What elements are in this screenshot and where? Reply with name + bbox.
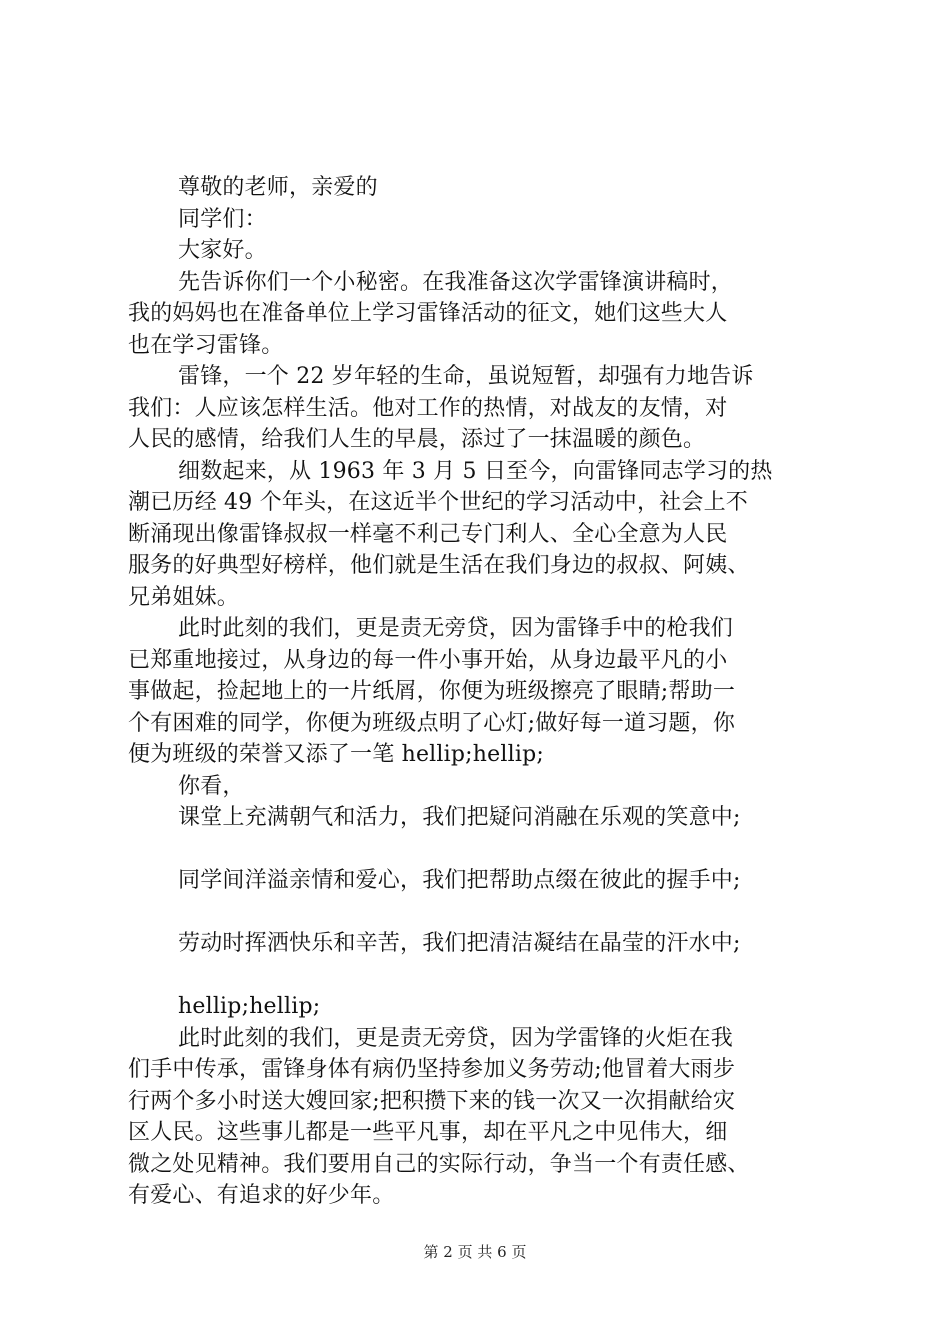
text-line: 已郑重地接过，从身边的每一件小事开始，从身边最平凡的小 [128, 647, 728, 673]
text-line: 便为班级的荣誉又添了一笔 hellip;hellip; [128, 742, 544, 767]
text-line: 个有困难的同学，你便为班级点明了心灯;做好每一道习题，你 [128, 710, 736, 736]
text-line: 服务的好典型好榜样，他们就是生活在我们身边的叔叔、阿姨、 [128, 553, 750, 578]
text-line: 我们：人应该怎样生活。他对工作的热情，对战友的友情，对 [128, 395, 728, 421]
text-line: 区人民。这些事儿都是一些平凡事，却在平凡之中见伟大，细 [128, 1120, 728, 1145]
text-line: 微之处见精神。我们要用自己的实际行动，争当一个有责任感、 [128, 1151, 750, 1177]
text-line: 行两个多小时送大嫂回家;把积攒下来的钱一次又一次捐献给灾 [128, 1088, 736, 1114]
text-line: 大家好。 [178, 238, 267, 263]
text-line: 我的妈妈也在准备单位上学习雷锋活动的征文，她们这些大人 [128, 301, 728, 326]
text-line: hellip;hellip; [178, 994, 321, 1019]
text-line: 你看， [178, 773, 245, 799]
text-line: 人民的感情，给我们人生的早晨，添过了一抹温暖的颜色。 [128, 427, 706, 452]
text-line: 此时此刻的我们，更是责无旁贷，因为学雷锋的火炬在我 [178, 1025, 734, 1051]
blank-line [128, 897, 832, 929]
text-line: 事做起，捡起地上的一片纸屑，你便为班级擦亮了眼睛;帮助一 [128, 679, 736, 704]
text-line: 细数起来，从 1963 年 3 月 5 日至今，向雷锋同志学习的热 [178, 458, 773, 484]
speech-body [128, 172, 832, 1212]
blank-line [128, 960, 832, 992]
text-line: 有爱心、有追求的好少年。 [128, 1183, 395, 1208]
text-line: 尊敬的老师，亲爱的 [178, 175, 378, 200]
text-line: 先告诉你们一个小秘密。在我准备这次学雷锋演讲稿时， [178, 269, 734, 295]
text-line: 雷锋，一个 22 岁年轻的生命，虽说短暂，却强有力地告诉 [178, 364, 754, 389]
text-line: 们手中传承，雷锋身体有病仍坚持参加义务劳动;他冒着大雨步 [128, 1057, 736, 1082]
text-line: 也在学习雷锋。 [128, 332, 284, 358]
blank-line [128, 834, 832, 866]
page-number-footer: 第 2 页 共 6 页 [423, 1243, 527, 1261]
text-line: 兄弟姐妹。 [128, 584, 240, 610]
text-line: 劳动时挥洒快乐和辛苦，我们把清洁凝结在晶莹的汗水中; [178, 931, 741, 956]
text-line: 此时此刻的我们，更是责无旁贷，因为雷锋手中的枪我们 [178, 616, 734, 641]
text-line: 断涌现出像雷锋叔叔一样毫不利己专门利人、全心全意为人民 [128, 521, 728, 547]
text-line: 同学间洋溢亲情和爱心，我们把帮助点缀在彼此的握手中; [178, 868, 741, 893]
text-line: 课堂上充满朝气和活力，我们把疑问消融在乐观的笑意中; [178, 805, 741, 830]
text-line: 潮已历经 49 个年头，在这近半个世纪的学习活动中，社会上不 [128, 490, 748, 515]
text-line: 同学们： [178, 206, 267, 232]
